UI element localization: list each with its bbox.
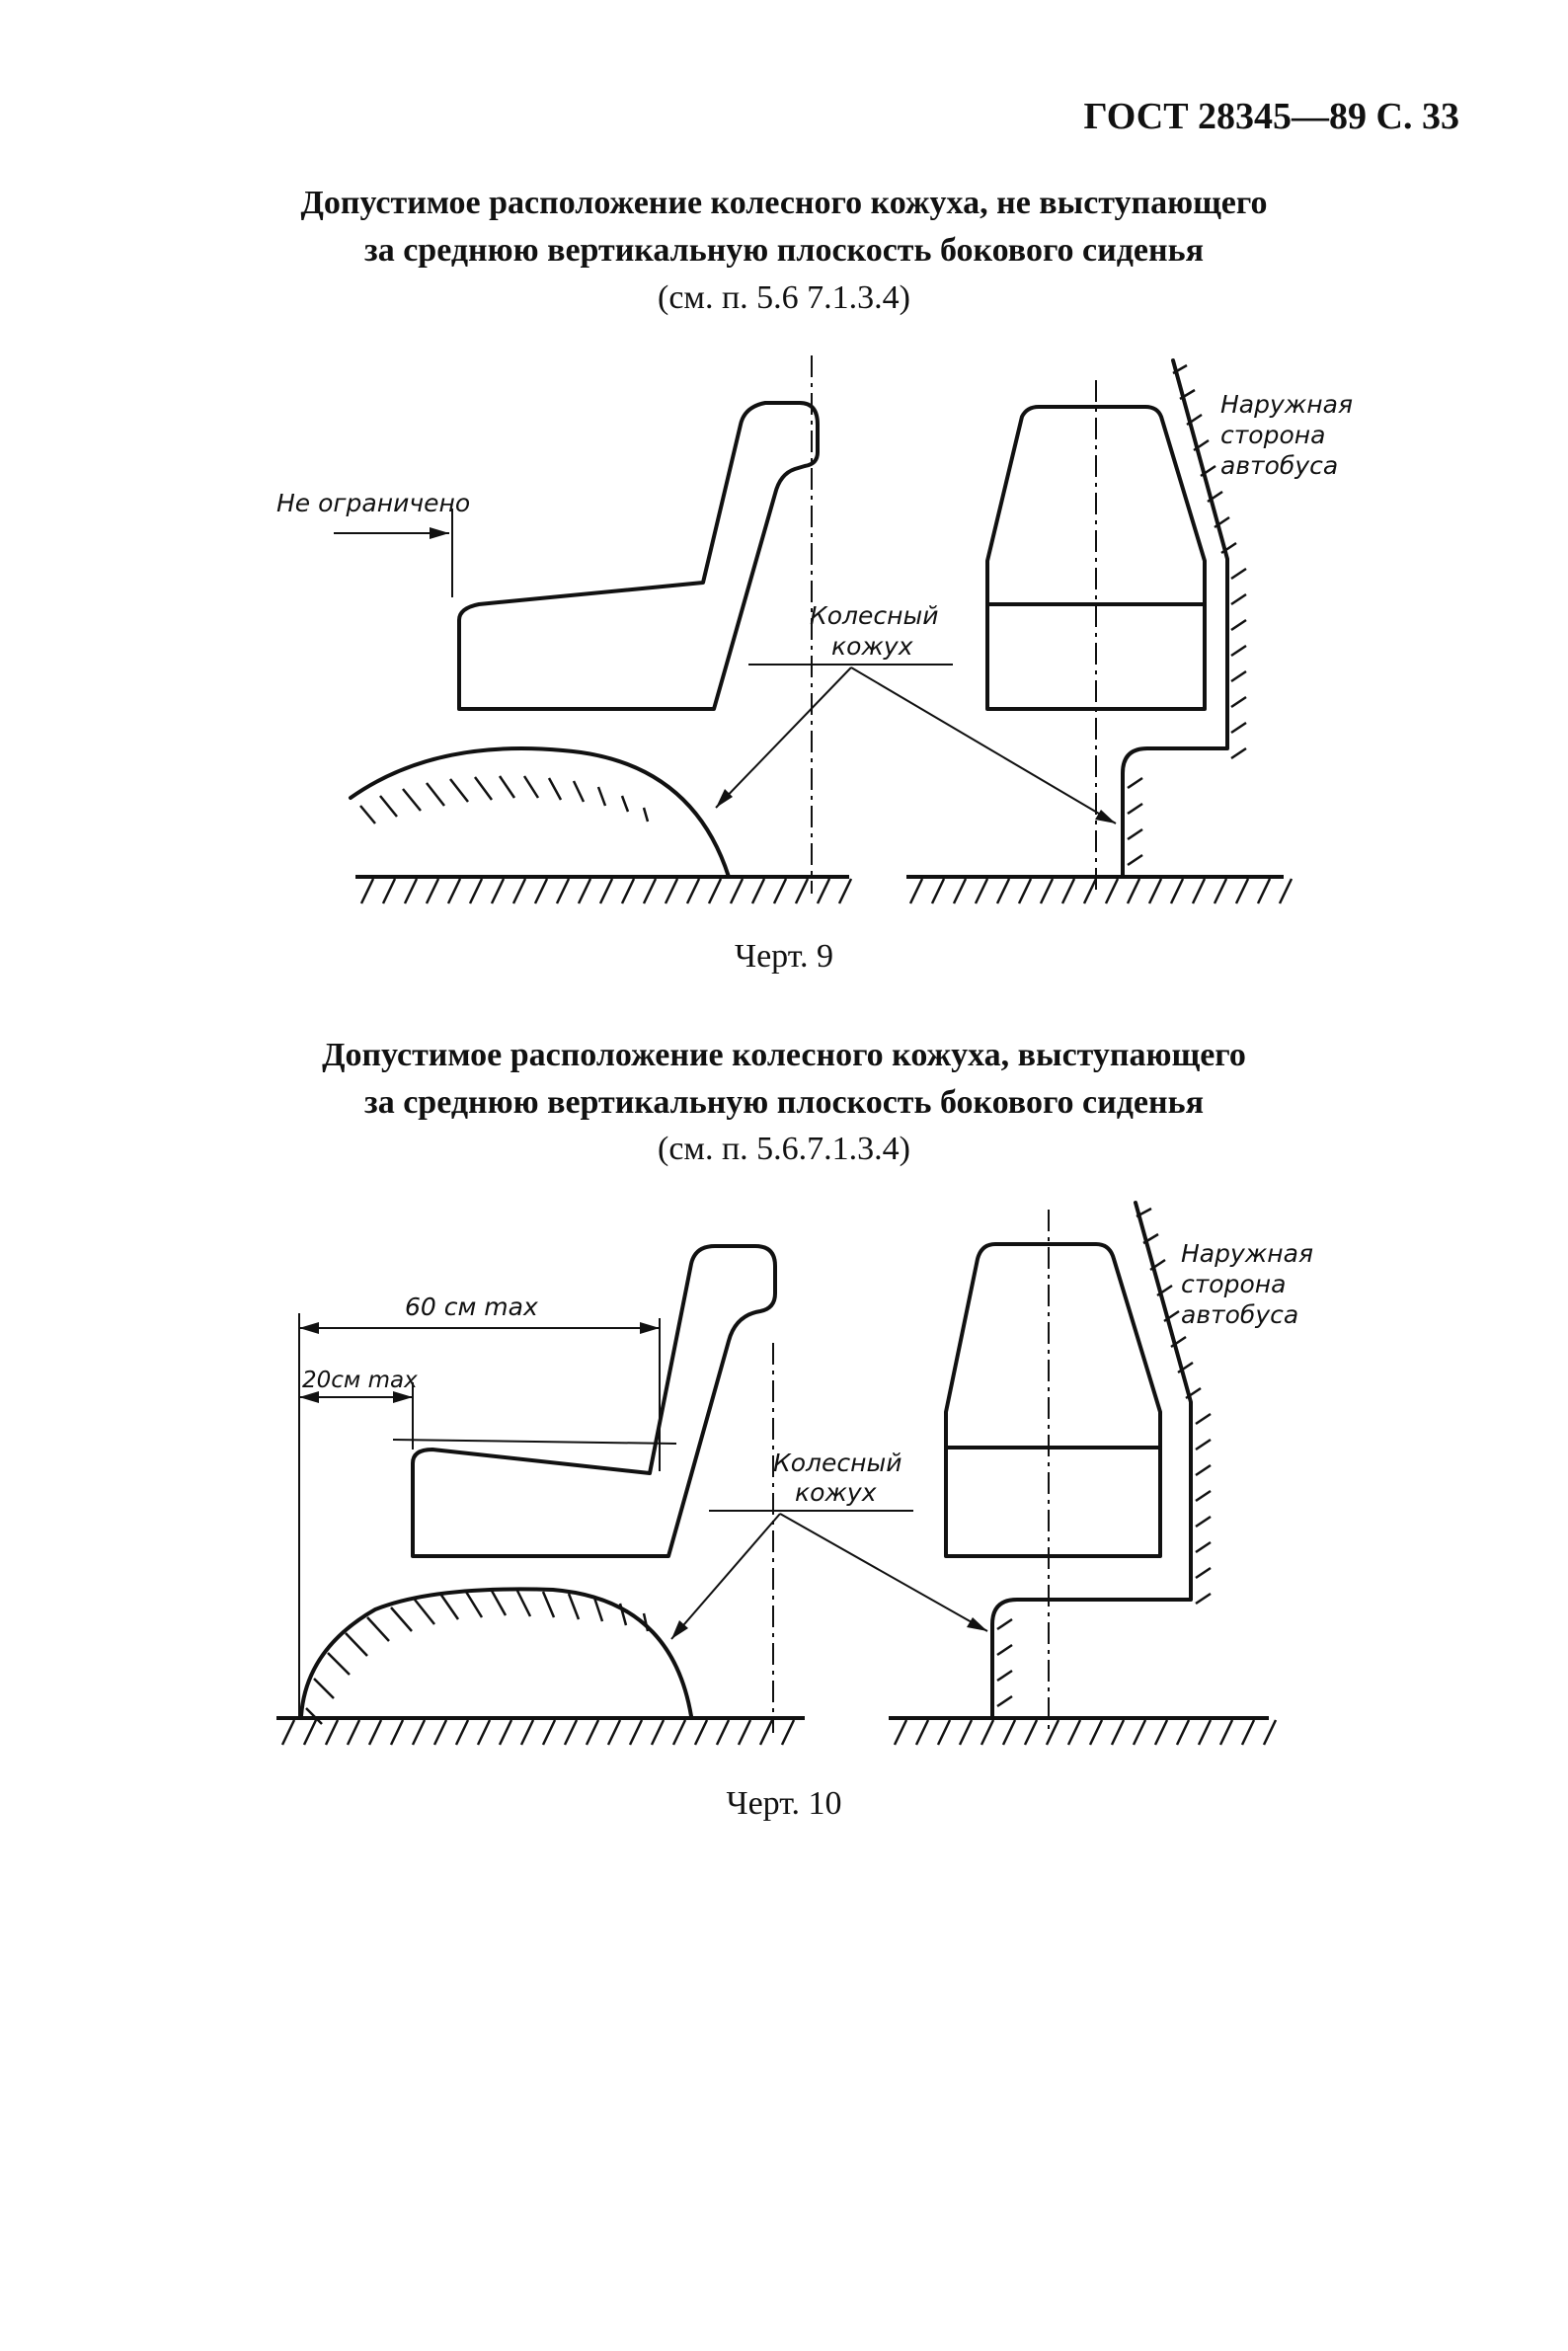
document-reference: ГОСТ 28345—89 С. 33 — [1083, 96, 1459, 137]
bus-side-wall — [1123, 360, 1227, 877]
wheel-housing-curve — [351, 748, 729, 877]
unlimited-arrowhead — [430, 527, 449, 539]
floor-left-hatch — [282, 1720, 794, 1745]
dim-20-label: 20см max — [302, 1368, 418, 1393]
label-outer-side-3: автобуса — [1220, 451, 1339, 480]
figure-9-caption: Черт. 9 — [734, 938, 834, 975]
label-wheel-housing-1: Колесный — [810, 601, 939, 630]
wheel-housing-curve — [301, 1589, 691, 1716]
left-seat-outline — [459, 403, 818, 709]
section1-title-line2: за среднюю вертикальную плоскость бокового сиденья — [364, 232, 1204, 269]
label-outer-side-1: Наружная — [1181, 1239, 1314, 1268]
cushion-reference-line — [393, 1440, 676, 1444]
floor-right-hatch — [895, 1720, 1276, 1745]
dim-60-label: 60 см max — [405, 1293, 538, 1321]
label-unlimited: Не ограничено — [276, 489, 471, 517]
figure-10 — [0, 1185, 1568, 1777]
label-outer-side-2: сторона — [1220, 421, 1326, 449]
section2-reference: (см. п. 5.6.7.1.3.4) — [658, 1131, 910, 1167]
wheel-hatch — [360, 776, 648, 823]
figure-9 — [0, 336, 1568, 918]
leader-left — [716, 667, 851, 808]
leader-right — [851, 667, 1116, 823]
figure-10-caption: Черт. 10 — [726, 1785, 842, 1822]
floor-left-hatch — [361, 879, 851, 903]
step-hatch — [1128, 778, 1142, 865]
label-outer-side-3: автобуса — [1181, 1300, 1299, 1329]
section2-title-line2: за среднюю вертикальную плоскость бокового сиденья — [364, 1084, 1204, 1121]
leader-right-arrowhead — [967, 1617, 987, 1631]
floor-right-hatch — [910, 879, 1292, 903]
step-hatch — [997, 1619, 1012, 1706]
label-outer-side-1: Наружная — [1220, 390, 1354, 419]
right-seat-outline — [946, 1244, 1160, 1556]
leader-left — [671, 1514, 780, 1639]
wheel-hatch — [306, 1591, 648, 1724]
leader-right-arrowhead — [1095, 810, 1116, 823]
section1-reference: (см. п. 5.6 7.1.3.4) — [658, 279, 910, 316]
wall-hatch — [1137, 1209, 1211, 1604]
label-wheel-housing-2: кожух — [795, 1478, 877, 1507]
label-wheel-housing-1: Колесный — [773, 1449, 902, 1477]
label-outer-side-2: сторона — [1181, 1270, 1287, 1298]
section2-title-line1: Допустимое расположение колесного кожуха, выступающего — [322, 1037, 1246, 1073]
leader-right — [780, 1514, 987, 1631]
label-wheel-housing-2: кожух — [831, 632, 913, 661]
section1-title-line1: Допустимое расположение колесного кожуха, не выступающего — [300, 185, 1268, 221]
